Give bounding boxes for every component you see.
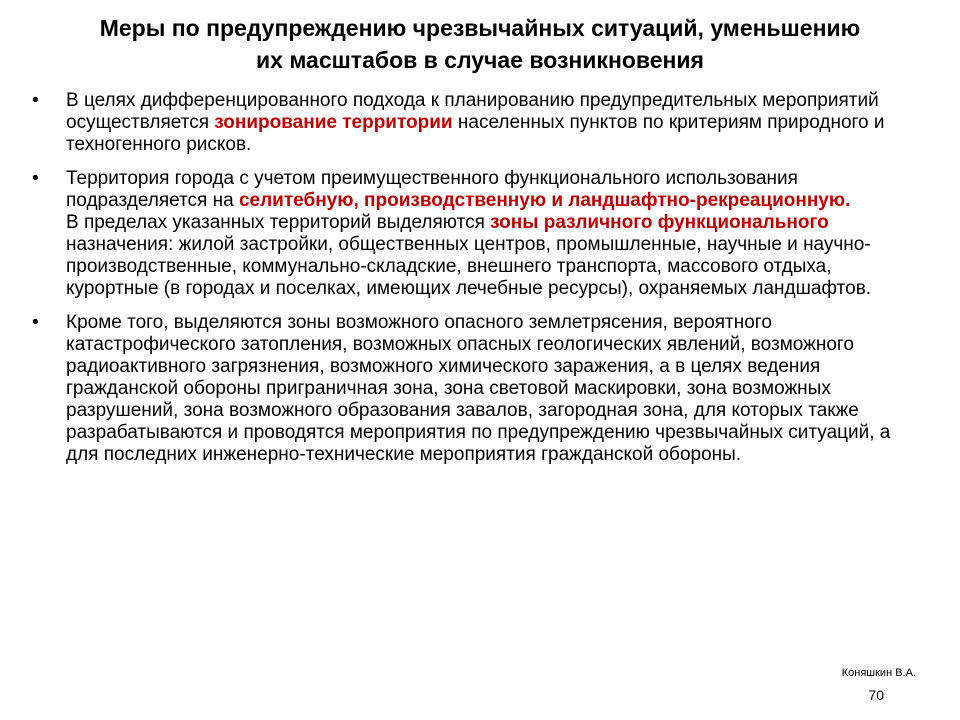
title-line-1: Меры по предупреждению чрезвычайных ситуаций, уменьшению — [99, 15, 861, 41]
bullet-list — [32, 90, 912, 478]
bullet-paragraph — [66, 168, 912, 212]
highlight-text: зоны различного функционального — [490, 212, 829, 233]
title-line-2: их масштабов в случае возникновения — [256, 47, 704, 73]
bullet-text: Кроме того, выделяются зоны возможного опасного землетрясения, вероятного катастрофического затопления, возможных опасных геологических явлений, возможного радиоактивного загрязнения, возможного химического заражения, а в целях ведения гражданской обороны приграничная зона, зона световой маскировки, зона возможных разрушений, зона возможного образования завалов, загородная зона, для которых также разрабатываются и проводятся мероприятия по предупреждению чрезвычайных ситуаций, а для последних инженерно-технические мероприятия гражданской обороны. — [66, 312, 891, 465]
bullet-text: В целях дифференцированного подхода к планированию предупредительных мероприятий осуществляется — [66, 90, 879, 133]
bullet-item-zoning — [32, 90, 912, 156]
bullet-paragraph — [66, 312, 912, 466]
bullet-text: назначения: жилой застройки, общественных центров, промышленные, научные и научно-производственные, коммунально-складские, внешнего транспорта, массового отдыха, курортные (в городах и поселках, имеющих лечебные ресурсы), охраняемых ландшафтов. — [66, 234, 872, 299]
slide-title — [20, 12, 940, 76]
bullet-paragraph — [66, 212, 912, 300]
bullet-dot-icon: • — [32, 168, 39, 189]
bullet-item-territory — [32, 168, 912, 300]
bullet-paragraph — [66, 90, 912, 156]
author-name: Коняшкин В.А. — [841, 667, 916, 679]
page-number: 70 — [868, 687, 884, 703]
bullet-text: В пределах указанных территорий выделяются — [66, 212, 491, 233]
bullet-item-hazard-zones — [32, 312, 912, 466]
highlight-text: селитебную, производственную и ландшафтно-рекреационную. — [238, 190, 851, 211]
highlight-text: зонирование территории — [214, 112, 453, 133]
bullet-dot-icon: • — [32, 312, 39, 333]
bullet-dot-icon: • — [32, 90, 39, 111]
bullet-text: Территория города с учетом преимущественного функционального использования подразделяется на — [66, 168, 798, 211]
bullet-text: населенных пунктов по критериям природного и техногенного рисков. — [66, 112, 885, 155]
